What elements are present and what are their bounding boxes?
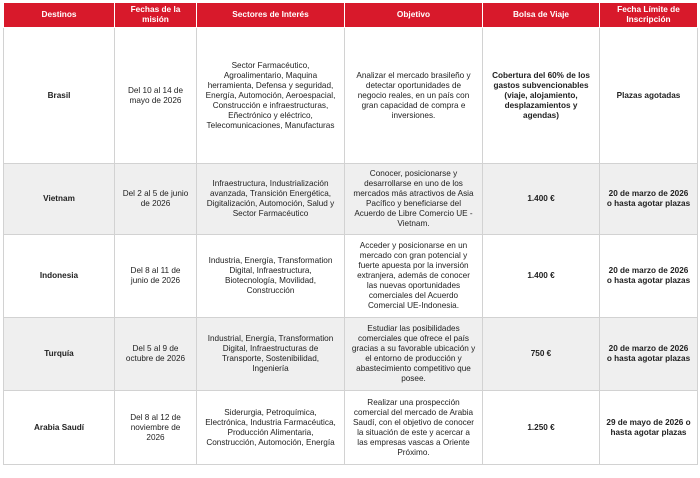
sectores-cell: Sector Farmacéutico, Agroalimentario, Maquina herramienta, Defensa y seguridad, Energía, Automoción, Aeroespacial, Construcción e infraestructuras, Eñectrónico y eléctrico, Telecomunicaciones, Manufacturas xyxy=(197,28,345,164)
bolsa-cell: 750 € xyxy=(483,318,600,391)
header-destinos: Destinos xyxy=(4,3,115,28)
table-row-vietnam xyxy=(4,164,698,235)
fechas-cell: Del 10 al 14 de mayo de 2026 xyxy=(115,28,197,164)
objetivo-cell: Estudiar las posibilidades comerciales que ofrece el país gracias a su favorable ubicación y el entorno de producción y abastecimiento competitivo que posee. xyxy=(345,318,483,391)
table-row-indonesia xyxy=(4,235,698,318)
limite-cell: 20 de marzo de 2026 o hasta agotar plazas xyxy=(600,164,698,235)
objetivo-cell: Conocer, posicionarse y desarrollarse en uno de los mercados más atractivos de Asia Pacífico y beneficiarse del Acuerdo de Libre Comercio UE - Vietnam. xyxy=(345,164,483,235)
destino-cell: Indonesia xyxy=(4,235,115,318)
destino-cell: Arabia Saudí xyxy=(4,391,115,465)
missions-table xyxy=(3,2,698,465)
fechas-cell: Del 2 al 5 de junio de 2026 xyxy=(115,164,197,235)
objetivo-cell: Acceder y posicionarse en un mercado con gran potencial y fuerte apuesta por la inversión extranjera, además de conocer las nuevas oportunidades comerciales del Acuerdo Comercial UE-Indonesia. xyxy=(345,235,483,318)
destino-cell: Turquía xyxy=(4,318,115,391)
header-bolsa: Bolsa de Viaje xyxy=(483,3,600,28)
bolsa-cell: 1.400 € xyxy=(483,235,600,318)
limite-cell: 20 de marzo de 2026 o hasta agotar plazas xyxy=(600,318,698,391)
destino-cell: Brasil xyxy=(4,28,115,164)
fechas-cell: Del 5 al 9 de octubre de 2026 xyxy=(115,318,197,391)
header-objetivo: Objetivo xyxy=(345,3,483,28)
bolsa-cell: Cobertura del 60% de los gastos subvencionables (viaje, alojamiento, desplazamientos y agendas) xyxy=(483,28,600,164)
limite-cell: 29 de mayo de 2026 o hasta agotar plazas xyxy=(600,391,698,465)
fechas-cell: Del 8 al 12 de noviembre de 2026 xyxy=(115,391,197,465)
table-row-brasil xyxy=(4,28,698,164)
limite-cell: 20 de marzo de 2026 o hasta agotar plazas xyxy=(600,235,698,318)
sectores-cell: Infraestructura, Industrialización avanzada, Transición Energética, Digitalización, Automoción, Salud y Sector Farmacéutico xyxy=(197,164,345,235)
table-row-arabia-saudi xyxy=(4,391,698,465)
bolsa-cell: 1.400 € xyxy=(483,164,600,235)
fechas-cell: Del 8 al 11 de junio de 2026 xyxy=(115,235,197,318)
header-row xyxy=(4,3,698,28)
objetivo-cell: Realizar una prospección comercial del mercado de Arabia Saudí, con el objetivo de conocer la situación de este y acercar a las empresas vascas a Oriente Próximo. xyxy=(345,391,483,465)
sectores-cell: Industrial, Energía, Transformation Digital, Infraestructuras de Transporte, Sostenibilidad, Ingeniería xyxy=(197,318,345,391)
header-fechas: Fechas de la misión xyxy=(115,3,197,28)
objetivo-cell: Analizar el mercado brasileño y detectar oportunidades de negocio reales, en un país con gran capacidad de compra e inversiones. xyxy=(345,28,483,164)
sectores-cell: Siderurgia, Petroquímica, Electrónica, Industria Farmacéutica, Producción Alimentaria, Construcción, Automoción, Energía xyxy=(197,391,345,465)
limite-cell: Plazas agotadas xyxy=(600,28,698,164)
header-limite: Fecha Límite de Inscripción xyxy=(600,3,698,28)
destino-cell: Vietnam xyxy=(4,164,115,235)
table-row-turquia xyxy=(4,318,698,391)
bolsa-cell: 1.250 € xyxy=(483,391,600,465)
header-sectores: Sectores de Interés xyxy=(197,3,345,28)
sectores-cell: Industria, Energía, Transformation Digital, Infraestructura, Biotecnología, Movilidad, Construcción xyxy=(197,235,345,318)
